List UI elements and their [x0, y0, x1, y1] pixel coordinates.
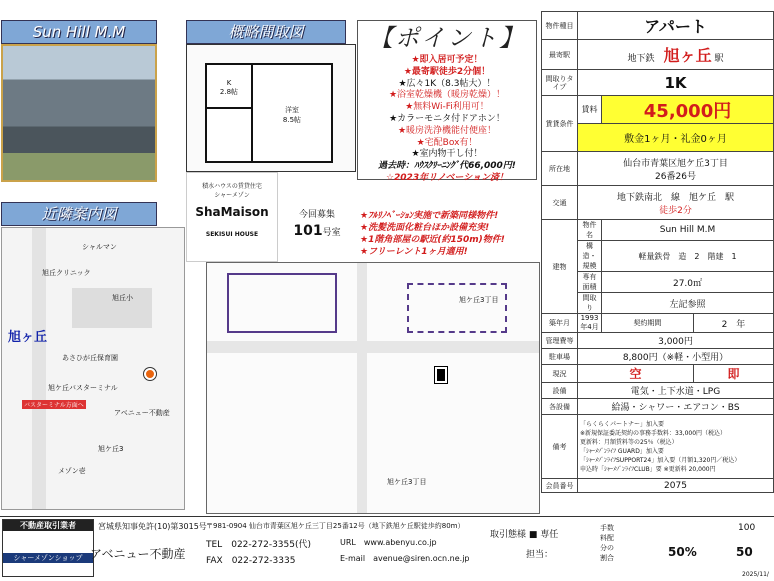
- utilities: 電気・上下水道・LPG: [578, 383, 774, 399]
- extra-point: ★洗髪洗面化粧台ほか設備充実!: [360, 223, 490, 233]
- line-name: 地下鉄: [627, 54, 655, 64]
- note: 「ｼｬｰﾒｿﾞﾝﾗｲﾌSUPPORT24」加入要（月額1,320円／税込）: [580, 456, 741, 464]
- kitchen-size: 2.8帖: [219, 88, 239, 96]
- address-line2: 26番26号: [655, 171, 696, 182]
- kitchen-room: [205, 63, 253, 109]
- person-label: 担当：: [526, 550, 554, 560]
- fax-label: FAX: [206, 556, 223, 566]
- point-line: ★最寄駅徒歩2分個！: [403, 66, 491, 77]
- extra-point: ★1階角部屋の駅近(約150m)物件!: [360, 235, 505, 245]
- struct-label: 構造・規模: [578, 241, 602, 272]
- block-label: 旭ケ丘3丁目: [387, 478, 427, 486]
- station-label: 旭ヶ丘: [8, 330, 48, 345]
- utilities-label: 設備: [542, 383, 578, 399]
- point-line: ★カラーモニタ付ドアホン！: [389, 113, 505, 124]
- url-label: URL: [340, 538, 356, 547]
- extra-point: ★フリーレント1ヶ月適用!: [360, 247, 468, 257]
- map-label: あさひが丘保育園: [62, 354, 118, 362]
- note: 「らくらくパートナー」加入要: [580, 420, 665, 428]
- status: 空: [578, 365, 694, 383]
- point-line: ★広々1K（8.3帖大）！: [398, 78, 496, 89]
- property-type: アパート: [578, 12, 774, 40]
- sekisui-text2: シャーメゾン: [214, 192, 250, 199]
- facilities-label: 各設備: [542, 399, 578, 415]
- sekisui-text1: 積水ハウスの賃貸住宅: [202, 183, 262, 190]
- note: 更新料：月額賃料等の25％（税込）: [580, 438, 678, 446]
- status-label: 現況: [542, 365, 578, 383]
- eki-suffix: 駅: [714, 54, 724, 64]
- move-in: 即: [727, 367, 740, 381]
- member-label: 会員番号: [542, 479, 578, 493]
- sekisui-logo: [186, 172, 278, 262]
- terms-label: 賃貸条件: [542, 96, 578, 152]
- western-label: 洋室: [285, 106, 299, 114]
- point-line: ☆2023年リノベーション済！: [385, 172, 509, 183]
- room-number: 101: [293, 223, 323, 239]
- map-title: 近隣案内図: [1, 202, 157, 226]
- print-date: 2025/11/: [742, 571, 769, 578]
- fee-label: 管理費等: [542, 333, 578, 349]
- agent-address: 〒981-0904 仙台市青葉区旭ケ丘三丁目25番12号（地下鉄旭ケ丘駅徒歩約80m）: [206, 522, 465, 530]
- layout2: 左記参照: [602, 293, 774, 314]
- facilities: 給湯・シャワー・エアコン・BS: [578, 399, 774, 415]
- address-label: 所在地: [542, 152, 578, 186]
- note: 申込時「ｼｬｰﾒｿﾞﾝﾗｲﾌCLUB」要 ※更新料 20,000円: [580, 465, 716, 473]
- note: ※新規保証委託契約の事務手数料：33,000円（税込）: [580, 429, 727, 437]
- photo-title: Sun Hill M.M: [1, 20, 157, 44]
- block-outline: [407, 283, 507, 333]
- access-line2: 徒歩2分: [659, 205, 692, 216]
- station-label: 最寄駅: [542, 40, 578, 70]
- kitchen-label: K: [226, 79, 232, 87]
- rent-label: 賃料: [578, 96, 602, 124]
- map-label: バスターミナル方面へ: [24, 402, 84, 409]
- floorplan-title: 概略間取図: [186, 20, 346, 44]
- neighborhood-map: [1, 227, 185, 510]
- point-line: 過去時：ﾊｳｽｸﾘｰﾆﾝｸﾞ代66,000円!: [378, 161, 516, 172]
- recruit-label: 今回募集: [298, 210, 335, 220]
- map-label: シャルマン: [82, 243, 117, 251]
- agent-name: アベニュー不動産: [90, 547, 186, 561]
- points-title: 【ポイント】: [369, 24, 525, 52]
- contract-label: 契約期間: [602, 314, 694, 333]
- tel: 022-272-3355(代): [231, 540, 311, 550]
- area: 27.0㎡: [602, 272, 774, 293]
- structure: 軽量鉄骨 造 2 階建 1: [602, 241, 774, 272]
- fee-a: 50: [668, 545, 685, 559]
- point-line: ★無料Wi-Fi利用可！: [405, 102, 489, 113]
- parking-label: 駐車場: [542, 349, 578, 365]
- property-name: Sun Hill M.M: [602, 220, 774, 241]
- map-label: 旭丘クリニック: [42, 269, 91, 277]
- layout: 1K: [578, 70, 774, 96]
- parking: 8,800円（※軽・小型用）: [578, 349, 774, 365]
- fee-c: 100: [738, 523, 756, 533]
- point-line: ★即入居可予定！: [411, 55, 483, 65]
- fee-split-label: 手数料配分の割合: [600, 524, 614, 562]
- point-line: ★宅配Box有！: [416, 137, 478, 148]
- room-suffix: 号室: [322, 228, 341, 238]
- member-number: 2075: [578, 479, 774, 493]
- address-line1: 仙台市青葉区旭ケ丘3丁目: [623, 158, 728, 169]
- deposit-value: 敷金1ヶ月・礼金0ヶ月: [578, 124, 774, 152]
- area-label: 専有面積: [578, 272, 602, 293]
- layout-label: 間取りタイプ: [542, 70, 578, 96]
- footer: [0, 516, 774, 581]
- block-outline: [227, 273, 337, 333]
- western-room: [251, 63, 333, 163]
- rent-value: 45,000円: [602, 96, 774, 124]
- street-map: [206, 262, 540, 514]
- station-name: 旭ヶ丘: [663, 46, 712, 65]
- license-title: 不動産取引業者: [3, 520, 93, 531]
- url: www.abenyu.co.jp: [363, 538, 437, 547]
- road: [207, 341, 540, 353]
- spec-table: 物件種目 アパート 最寄駅 地下鉄 旭ヶ丘 駅 間取りタイプ 1K 賃貸条件 賃料 45,000円 敷金1ヶ月・礼金0ヶ月 所在地 仙台市青葉区旭ケ丘3丁目 26番26号 交通 地下鉄南北 線 旭ケ丘 駅 徒歩2分 建物 物件名 Sun Hill M.M 構造・規模 軽量鉄骨 造 2 階建 1 専有面積 27.0㎡ 間取り 左記参照 築年月 1993年4月 契約期間 2 年 管理費等 3,000円 駐車場 8,800円（※軽・小型用） 現況 空 即 設備 電気・上下水道・LPG 各設備 給湯・シャワー・エアコン・BS 備考 「らくらくパートナー」加入要 ※新規保証委託契約の事務手数料：33,000円（税込） 更新料：月額賃料等の25％（税込） 「ｼｬｰﾒｿﾞﾝﾗｲﾌ GUARD」加入要 「ｼｬｰﾒｿﾞﾝﾗｲﾌSUPPORT24」加入要（月額1,320円／税込） 申込時「ｼｬｰﾒｿﾞﾝﾗｲﾌCLUB」要 ※更新料 20,000円 会員番号 2075: [541, 11, 774, 493]
- sekisui-house-logo: SEKISUI HOUSE: [205, 231, 259, 238]
- shop-label: シャーメゾンショップ: [3, 553, 93, 563]
- management-fee: 3,000円: [578, 333, 774, 349]
- note: 「ｼｬｰﾒｿﾞﾝﾗｲﾌ GUARD」加入要: [580, 447, 664, 455]
- contract: 2 年: [693, 314, 773, 333]
- type-label: 物件種目: [542, 12, 578, 40]
- shamaison-logo: ShaMaison: [195, 205, 269, 219]
- extra-points: [360, 210, 505, 258]
- name-label: 物件名: [578, 220, 602, 241]
- property-marker-icon: [435, 367, 447, 383]
- tel-label: TEL: [206, 540, 223, 550]
- bath-room: [205, 107, 253, 163]
- built-label: 築年月: [542, 314, 578, 333]
- fax: 022-272-3335: [231, 556, 296, 566]
- mode-label: 取引態様: [490, 530, 527, 540]
- access-line1: 地下鉄南北 線 旭ケ丘 駅: [616, 192, 734, 203]
- pct: %: [684, 545, 697, 559]
- map-label: アベニュー不動産: [114, 409, 170, 417]
- points-box: [357, 20, 537, 183]
- extra-point: ★ﾌﾙﾘﾉﾍﾞｰｼｮﾝ実施で新築同様物件!: [360, 211, 499, 221]
- layout2-label: 間取り: [578, 293, 602, 314]
- email-label: E-mail: [340, 554, 366, 563]
- map-label: 旭ケ丘3: [98, 445, 124, 453]
- block-label: 旭ケ丘3丁目: [459, 296, 499, 304]
- recruit-box: [281, 207, 353, 239]
- property-marker-icon: [144, 368, 156, 380]
- building-photo: [1, 44, 157, 182]
- western-size: 8.5帖: [282, 116, 302, 124]
- notes-label: 備考: [542, 415, 578, 479]
- point-line: ★浴室乾燥機（暖房乾燥）！: [388, 90, 506, 101]
- fee-b: 50: [736, 545, 753, 559]
- map-label: 旭丘小: [112, 294, 133, 302]
- mode: ■ 専任: [528, 530, 559, 540]
- map-label: 旭ケ丘バスターミナル: [48, 384, 118, 392]
- road: [357, 263, 367, 514]
- floorplan: [186, 44, 356, 172]
- built-date: 1993年4月: [578, 314, 602, 333]
- email: avenue@siren.ocn.ne.jp: [373, 554, 470, 563]
- point-line: ★室内物干し付！: [411, 149, 483, 160]
- point-line: ★暖房洗浄機能付便座！: [397, 125, 497, 136]
- license-number: 宮城県知事免許(10)第3015号: [98, 522, 207, 531]
- map-label: メゾン壱: [58, 467, 86, 475]
- access-label: 交通: [542, 186, 578, 220]
